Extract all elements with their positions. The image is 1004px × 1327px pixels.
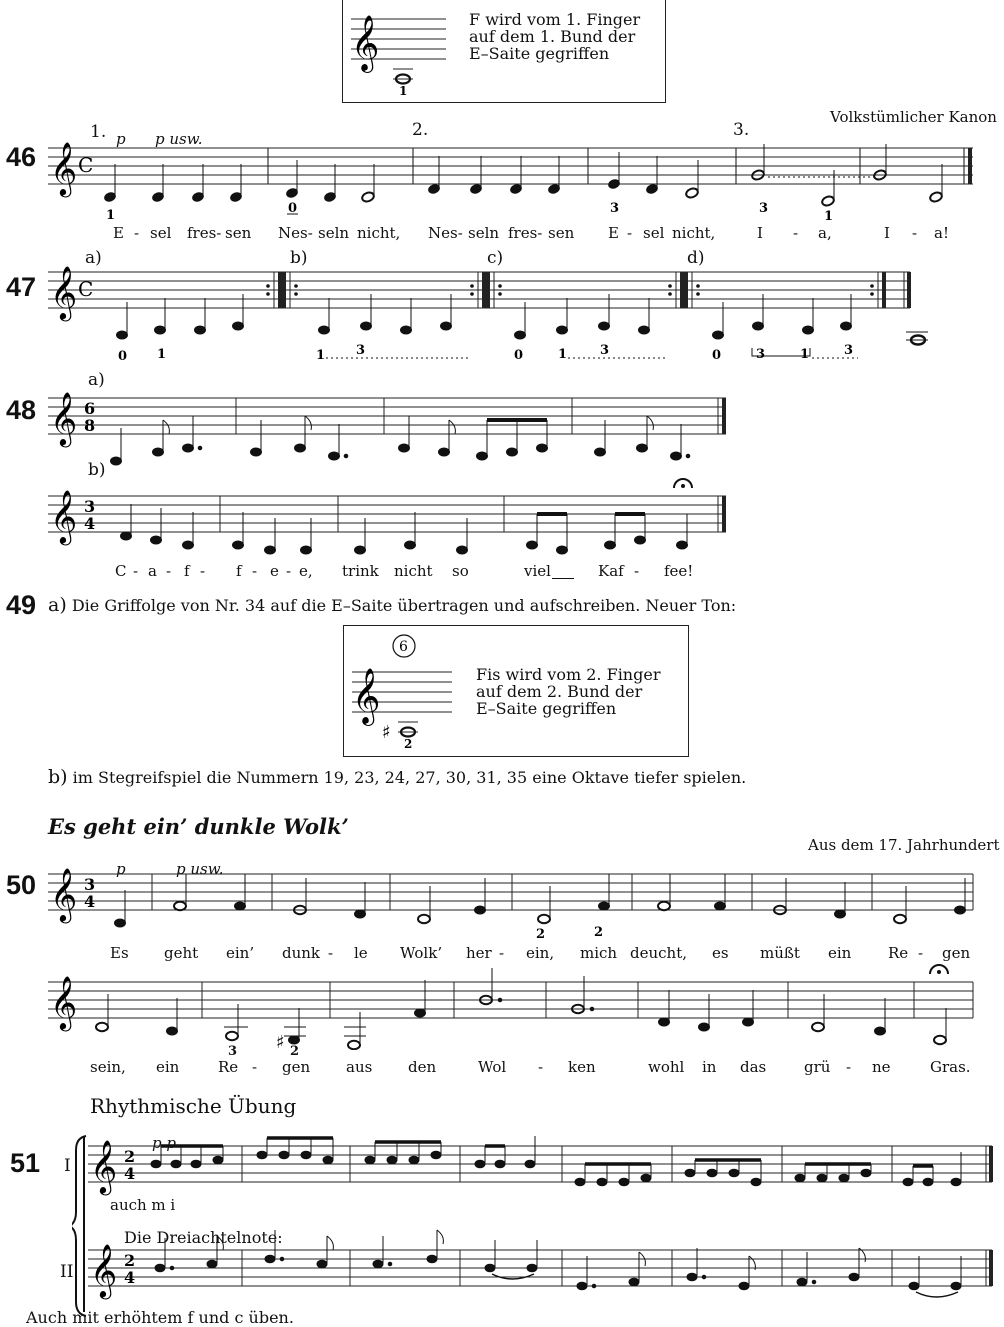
ex49-text-b	[48, 766, 746, 788]
ex50-finger-b2: 2	[290, 1044, 300, 1059]
ex47-label-b: b)	[290, 248, 308, 268]
ex51-voice-1: I	[64, 1156, 71, 1176]
ex49-text-a	[48, 594, 736, 616]
treble-clef-icon: 𝄞	[90, 1139, 118, 1193]
svg-text:1: 1	[558, 347, 568, 362]
svg-text:3: 3	[356, 343, 366, 358]
ex47-number: 47	[6, 272, 37, 302]
svg-text:0: 0	[712, 348, 722, 362]
ex50-lyrics-1: Es geht ein’ dunk - le Wolk’ her - ein, mich deucht, es müßt ein Re - gen	[110, 944, 971, 962]
svg-text:6: 6	[399, 639, 408, 655]
treble-clef-icon: 𝄞	[50, 141, 78, 195]
treble-clef-icon: 𝄞	[352, 668, 381, 724]
box-line-3: E–Saite gegriffen	[469, 44, 610, 63]
svg-text:4: 4	[84, 514, 96, 533]
svg-text:2: 2	[124, 1147, 136, 1166]
svg-text:4: 4	[84, 892, 96, 911]
ex47-label-c: c)	[487, 248, 504, 268]
ex48-label-a: a)	[88, 370, 105, 390]
staff-47	[48, 262, 928, 362]
svg-text:3: 3	[600, 343, 610, 358]
svg-text:1: 1	[824, 209, 834, 220]
svg-text:2: 2	[404, 737, 413, 751]
sharp-icon: ♯	[382, 722, 391, 743]
box-line-1: Fis wird vom 2. Finger	[476, 665, 661, 684]
ex47-label-a: a)	[85, 248, 102, 268]
ex51-number: 51	[10, 1148, 41, 1178]
svg-text:♯: ♯	[276, 1032, 285, 1050]
ex46-lyrics: E - sel fres- sen Nes- seln nicht, Nes- seln fres- sen E - sel nicht, I - a, I - a!	[113, 224, 949, 242]
staff-50b	[48, 960, 988, 1050]
ex51-heading: Rhythmische Übung	[90, 1094, 297, 1118]
svg-text:2: 2	[124, 1251, 136, 1270]
box-line-3: E–Saite gegriffen	[476, 699, 617, 718]
treble-clef-icon: 𝄞	[50, 391, 78, 445]
ex46-number: 46	[6, 142, 37, 172]
ex49-text-a-body: Die Griffolge von Nr. 34 auf die E–Saite übertragen und aufschreiben. Neuer Ton:	[71, 596, 737, 615]
box-line-1: F wird vom 1. Finger	[469, 10, 641, 29]
svg-text:2: 2	[536, 927, 546, 940]
ex50-lyrics-2: sein, ein Re - gen aus den Wol - ken wohl in das grü - ne Gras.	[90, 1058, 971, 1076]
staff-48a	[48, 390, 738, 470]
svg-text:6: 6	[84, 399, 96, 418]
ex51-fingering-note: auch m i	[110, 1196, 176, 1214]
svg-text:3: 3	[759, 201, 769, 216]
ex46-entry-1: 1.	[90, 122, 107, 142]
svg-text:8: 8	[84, 416, 96, 435]
ex51-dynamics: p p	[152, 1134, 176, 1152]
svg-text:3: 3	[844, 343, 854, 358]
ex48-label-b: b)	[88, 460, 106, 480]
box-line-2: auf dem 2. Bund der	[476, 682, 643, 701]
ex48-lyrics: C - a - f - f - e - e, trink nicht so viel Kaf - fee!	[115, 562, 694, 580]
ex49-number: 49	[6, 590, 37, 620]
ex50-number: 50	[6, 870, 37, 900]
box-staff	[352, 632, 462, 752]
treble-clef-icon: 𝄞	[50, 265, 78, 319]
staff-46	[48, 140, 988, 220]
svg-text:1: 1	[157, 347, 167, 362]
treble-clef-icon: 𝄞	[90, 1243, 118, 1297]
svg-text:3: 3	[84, 875, 96, 894]
ex48-number: 48	[6, 395, 37, 425]
ex50-finger-b1: 3	[228, 1044, 238, 1059]
svg-text:3: 3	[84, 497, 96, 516]
svg-text:4: 4	[124, 1164, 136, 1183]
svg-text:0: 0	[288, 201, 298, 216]
svg-text:3: 3	[756, 347, 766, 362]
ex46-dyn-2: p usw.	[155, 130, 203, 148]
box-line-2: auf dem 1. Bund der	[469, 27, 636, 46]
ex49-text-b-label: b)	[48, 766, 68, 788]
ex49-text-a-label: a)	[48, 594, 67, 616]
ex51-voice-2: II	[60, 1262, 74, 1282]
ex51-footer: Auch mit erhöhtem f und c üben.	[26, 1308, 294, 1327]
ex46-entry-2: 2.	[412, 120, 429, 140]
svg-text:1: 1	[316, 348, 326, 362]
info-box-f	[342, 0, 666, 103]
staff-48b	[48, 474, 738, 574]
ex50-source: Aus dem 17. Jahrhundert	[808, 836, 1000, 854]
svg-text:C: C	[78, 277, 94, 301]
svg-text:4: 4	[124, 1268, 136, 1287]
box-staff	[351, 7, 451, 99]
ex50-title: Es geht ein’ dunkle Wolk’	[48, 814, 349, 839]
svg-text:0: 0	[118, 349, 128, 362]
staff-51-system	[72, 1132, 997, 1320]
ex46-entry-3: 3.	[733, 120, 750, 140]
svg-text:3: 3	[610, 201, 620, 216]
ex50-dyn-2: p usw.	[176, 860, 224, 878]
svg-text:C: C	[78, 153, 94, 177]
treble-clef-icon: 𝄞	[50, 867, 78, 921]
ex50-dyn-1: p	[116, 860, 126, 878]
ex46-source: Volkstümlicher Kanon	[830, 108, 997, 126]
svg-text:1: 1	[106, 208, 116, 220]
svg-text:0: 0	[514, 348, 524, 362]
info-box-fis	[343, 625, 689, 757]
svg-text:2: 2	[594, 925, 604, 940]
ex47-label-d: d)	[687, 248, 705, 268]
svg-text:1: 1	[800, 347, 810, 362]
ex49-text-b-body: im Stegreifspiel die Nummern 19, 23, 24, 27, 30, 31, 35 eine Oktave tiefer spielen.	[72, 768, 747, 787]
ex51-dotted-label: Die Dreiachtelnote:	[124, 1228, 283, 1247]
treble-clef-icon: 𝄞	[50, 975, 78, 1029]
ex46-dyn-1: p	[116, 130, 126, 148]
treble-clef-icon: 𝄞	[351, 15, 380, 71]
svg-text:1: 1	[399, 84, 408, 98]
treble-clef-icon: 𝄞	[50, 489, 78, 543]
staff-50a	[48, 866, 988, 940]
